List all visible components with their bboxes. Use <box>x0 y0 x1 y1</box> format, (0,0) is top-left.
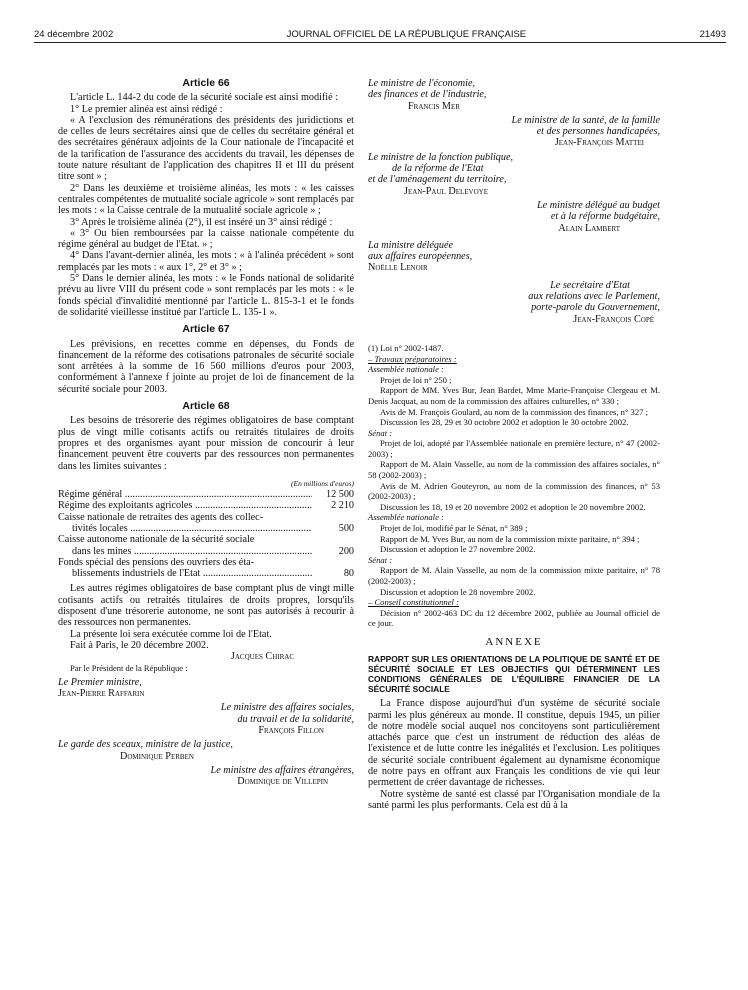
note-item: Rapport de M. Alain Vasselle, au nom de la commission des affaires sociales, n° 58 (2002-2003) ; <box>368 459 660 481</box>
header-date: 24 décembre 2002 <box>34 29 114 40</box>
signature-health <box>368 115 660 149</box>
signature-european-affairs <box>368 240 660 274</box>
note-item: Rapport de M. Alain Vasselle, au nom de la commission mixte paritaire, n° 78 (2002-2003) ; <box>368 565 660 586</box>
note-item: Décision n° 2002-463 DC du 12 décembre 2002, publiée au Journal officiel de ce jour. <box>368 607 660 629</box>
table-row <box>58 557 354 580</box>
signatory-title: Le ministre délégué au budget <box>537 199 660 211</box>
note-heading: Assemblée nationale : <box>368 364 444 375</box>
signatory-title: Le Premier ministre, <box>58 676 142 688</box>
signatory-title: aux affaires européennes, <box>368 251 473 263</box>
signatory-title: et à la réforme budgétaire, <box>550 211 660 223</box>
note-item: Rapport de M. Yves Bur, au nom de la commission mixte paritaire, n° 394 ; <box>380 533 640 544</box>
page-header <box>34 26 726 40</box>
table-value: 2 210 <box>331 500 354 512</box>
table-label: Régime général ..... <box>58 489 312 500</box>
paragraph: Les autres régimes obligatoires de base comptant plus de vingt mille cotisants actifs ou retraités titulaires de droits propres, lorsqu'ils disposent d'une trésorerie autonome, ne sont pas autorisés à recourir à des ressources non permanentes. <box>58 583 354 629</box>
signatory-title: Le ministre de la santé, de la famille <box>511 114 660 126</box>
table-label-cont: blissements industriels de l'Etat ..... <box>58 568 312 579</box>
signatory-name: Francis Mer <box>408 100 460 112</box>
note-item: Projet de loi n° 250 ; <box>380 374 452 385</box>
table-label-cont: dans les mines ..... <box>58 546 312 557</box>
paragraph: 4° Dans l'avant-dernier alinéa, les mots : « à l'alinéa précédent » sont remplacés par les mots : « aux 1°, 2° et 3° » ; <box>58 250 354 273</box>
paragraph: Les prévisions, en recettes comme en dépenses, du Fonds de financement de la réforme des cotisations patronales de sécurité sociale sont arrêtées à la somme de 16 560 millions d'euros pour 2003, conformément à l'annexe f jointe au projet de loi de financement de la sécurité sociale pour 2003. <box>58 338 354 395</box>
signatory-title: Le secrétaire d'Etat <box>550 279 630 291</box>
signatory-title: du travail et de la solidarité, <box>237 713 354 725</box>
paragraph: 3° Après le troisième alinéa (2°), il est inséré un 3° ainsi rédigé : <box>70 216 333 228</box>
table-row <box>58 512 354 535</box>
note-item: Projet de loi, modifié par le Sénat, n° 389 ; <box>380 523 528 534</box>
note-travaux: – Travaux préparatoires : <box>368 353 457 364</box>
report-title: RAPPORT SUR LES ORIENTATIONS DE LA POLITIQUE DE SANTÉ ET DE SÉCURITÉ SOCIALE ET LES OBJECTIFS QUI DÉTERMINENT LES CONDITIONS GÉNÉRALES DE L'ÉQUILIBRE FINANCIER DE LA SÉCURITÉ SOCIALE <box>368 654 660 695</box>
signatory-title: Le ministre de l'économie, <box>368 78 476 89</box>
signatory-name: Jean-François Mattei <box>554 137 644 149</box>
table-unit: (En millions d'euros) <box>291 478 354 488</box>
signatory-title: Le ministre des affaires étrangères, <box>210 764 354 776</box>
signatory-title: Le ministre de la fonction publique, <box>368 151 514 163</box>
paragraph: 1° Le premier alinéa est ainsi rédigé : <box>70 103 223 115</box>
table-label: Fonds spécial des pensions des ouvriers des éta- <box>58 556 255 568</box>
table-value: 12 500 <box>325 489 354 501</box>
note-heading: Sénat : <box>368 554 393 565</box>
note-item: Discussion et adoption le 28 novembre 2002. <box>380 586 536 597</box>
paragraph: L'article L. 144-2 du code de la sécurité sociale est ainsi modifié : <box>70 92 339 104</box>
signatory-title: Le garde des sceaux, ministre de la justice, <box>58 739 233 751</box>
legislative-notes <box>368 343 660 629</box>
paragraph: Les besoins de trésorerie des régimes obligatoires de base comptant plus de vingt mille cotisants actifs ou retraités titulaires de droits propres et des organismes ayant pour mission de concourir à leur financement peuvent être couverts par des ressources non permanentes dans les limites suivantes : <box>58 415 354 472</box>
header-journal-title: JOURNAL OFFICIEL DE LA RÉPUBLIQUE FRANÇAISE <box>286 29 527 40</box>
signatory-name: Jean-Paul Delevoye <box>404 185 488 197</box>
table-label: Caisse autonome nationale de la sécurité sociale <box>58 534 255 546</box>
article-66-title: Article 66 <box>182 77 230 89</box>
table-row <box>58 534 354 557</box>
signature-social-affairs <box>58 702 354 736</box>
right-column <box>368 78 660 811</box>
signatory-name: François Fillon <box>258 725 324 737</box>
signatory-name: Noëlle Lenoir <box>368 262 428 274</box>
table-label: Régime des exploitants agricoles ..... <box>58 500 312 511</box>
note-item: Rapport de MM. Yves Bur, Jean Bardet, Mme Marie-Françoise Clergeau et M. Denis Jacquat, au nom de la commission des affaires culturelles, n° 330 ; <box>368 385 660 406</box>
note-item: Discussion les 18, 19 et 20 novembre 2002 et adoption le 20 novembre 2002. <box>380 501 646 512</box>
signature-public-service <box>368 152 660 197</box>
annex-title: ANNEXE <box>485 635 543 648</box>
signatory-title: et de l'aménagement du territoire, <box>368 174 507 186</box>
limits-table <box>58 489 354 579</box>
table-row <box>58 500 354 511</box>
table-label-cont: tivités locales ..... <box>58 523 312 534</box>
note-item: Avis de M. François Goulard, au nom de la commission des finances, n° 327 ; <box>380 406 648 417</box>
paragraph: 2° Dans les deuxième et troisième alinéas, les mots : « les caisses centrales compétentes de mutualité sociale agricole » sont remplacés par les mots : « la Caisse centrale de la mutualité sociale agricole » ; <box>58 182 354 217</box>
signatory-name: Alain Lambert <box>558 222 620 234</box>
signatory-name: Dominique Perben <box>120 750 194 762</box>
signatory-name: Jean-Pierre Raffarin <box>58 688 145 700</box>
note-conseil: – Conseil constitutionnel : <box>368 597 459 608</box>
paragraph: « A l'exclusion des rémunérations des présidents des juridictions et de celles de leurs secrétaires ainsi que de celles du secrétaire général et des secrétaires généraux adjoints de la Cour nationale de l'incapacité et de la tarification de l'assurance des accidents du travail, les dépenses de toute nature résultant de l'application des chapitres II et III du présent titre sont » ; <box>58 114 354 183</box>
note-item: Discussion les 28, 29 et 30 octobre 2002 et adoption le 30 octobre 2002. <box>380 417 629 428</box>
table-label: Caisse nationale de retraites des agents des collec- <box>58 511 264 523</box>
table-value: 500 <box>338 522 354 534</box>
signatory-name: Dominique de Villepin <box>237 776 328 788</box>
signatory-title: de la réforme de l'Etat <box>392 163 484 175</box>
left-column <box>58 74 354 788</box>
signatory-title: des finances et de l'industrie, <box>368 89 487 101</box>
signatory-name: Jean-François Copé <box>573 313 654 325</box>
table-row <box>58 489 354 500</box>
signature-budget <box>368 200 660 234</box>
signatory-title: porte-parole du Gouvernement, <box>531 302 660 314</box>
signature-justice <box>58 739 354 762</box>
signatory-title: aux relations avec le Parlement, <box>528 291 660 303</box>
by-president: Par le Président de la République : <box>70 662 188 673</box>
table-value: 80 <box>343 568 354 580</box>
paragraph: 5° Dans le dernier alinéa, les mots : « le Fonds national de solidarité prévu au livre VIII du présent code » sont remplacés par les mots : « le fonds spécial d'invalidité mentionné par l'article L. 815-3-1 et le fonds de solidarité vieillesse institué par l'article L. 135-1 ». <box>58 273 354 318</box>
signature-prime-minister <box>58 677 354 700</box>
signature-economy <box>368 78 660 112</box>
paragraph: Notre système de santé est classé par l'Organisation mondiale de la santé parmi les plus performants. Cela est dû à la <box>368 788 660 811</box>
note-item: Avis de M. Adrien Gouteyron, au nom de la commission des finances, n° 53 (2002-2003) ; <box>368 480 660 502</box>
header-page-number: 21493 <box>699 29 726 40</box>
note-heading: Assemblée nationale : <box>368 512 444 523</box>
signature-president: Jacques Chirac <box>230 651 294 663</box>
table-value: 200 <box>338 545 354 557</box>
paragraph: La présente loi sera exécutée comme loi de l'Etat. <box>70 628 272 640</box>
note-item: Projet de loi, adopté par l'Assemblée nationale en première lecture, n° 47 (2002-2003) ; <box>368 438 660 459</box>
note-law-number: (1) Loi n° 2002-1487. <box>368 342 444 353</box>
article-68-title: Article 68 <box>182 400 230 413</box>
paragraph: « 3° Ou bien remboursées par la caisse nationale compétente du régime général au budget de l'Etat. » ; <box>58 227 354 251</box>
note-heading: Sénat : <box>368 427 393 438</box>
header-rule <box>34 42 726 43</box>
signature-foreign-affairs <box>58 765 354 788</box>
signatory-title: La ministre déléguée <box>368 239 454 251</box>
paragraph: La France dispose aujourd'hui d'un système de sécurité sociale parmi les plus généreux au monde. Il constitue, depuis 1945, un pilier de notre modèle social auquel nos concitoyens sont particulièrement attachés parce que c'est un instrument de réduction des aléas de l'existence et de lutte contre les inégalités et l'exclusion. Les politiques de sécurité sociale contribuent également au dynamisme économique de notre pays en offrant aux Français les conditions de vie qui leur permettent de créer davantage de richesses. <box>368 698 660 789</box>
article-67-title: Article 67 <box>182 323 230 336</box>
signature-parliament-relations <box>368 280 660 325</box>
signatory-title: Le ministre des affaires sociales, <box>220 702 354 714</box>
note-item: Discussion et adoption le 27 novembre 2002. <box>380 544 536 555</box>
paragraph: Fait à Paris, le 20 décembre 2002. <box>70 639 209 651</box>
signatory-title: et des personnes handicapées, <box>536 126 660 138</box>
